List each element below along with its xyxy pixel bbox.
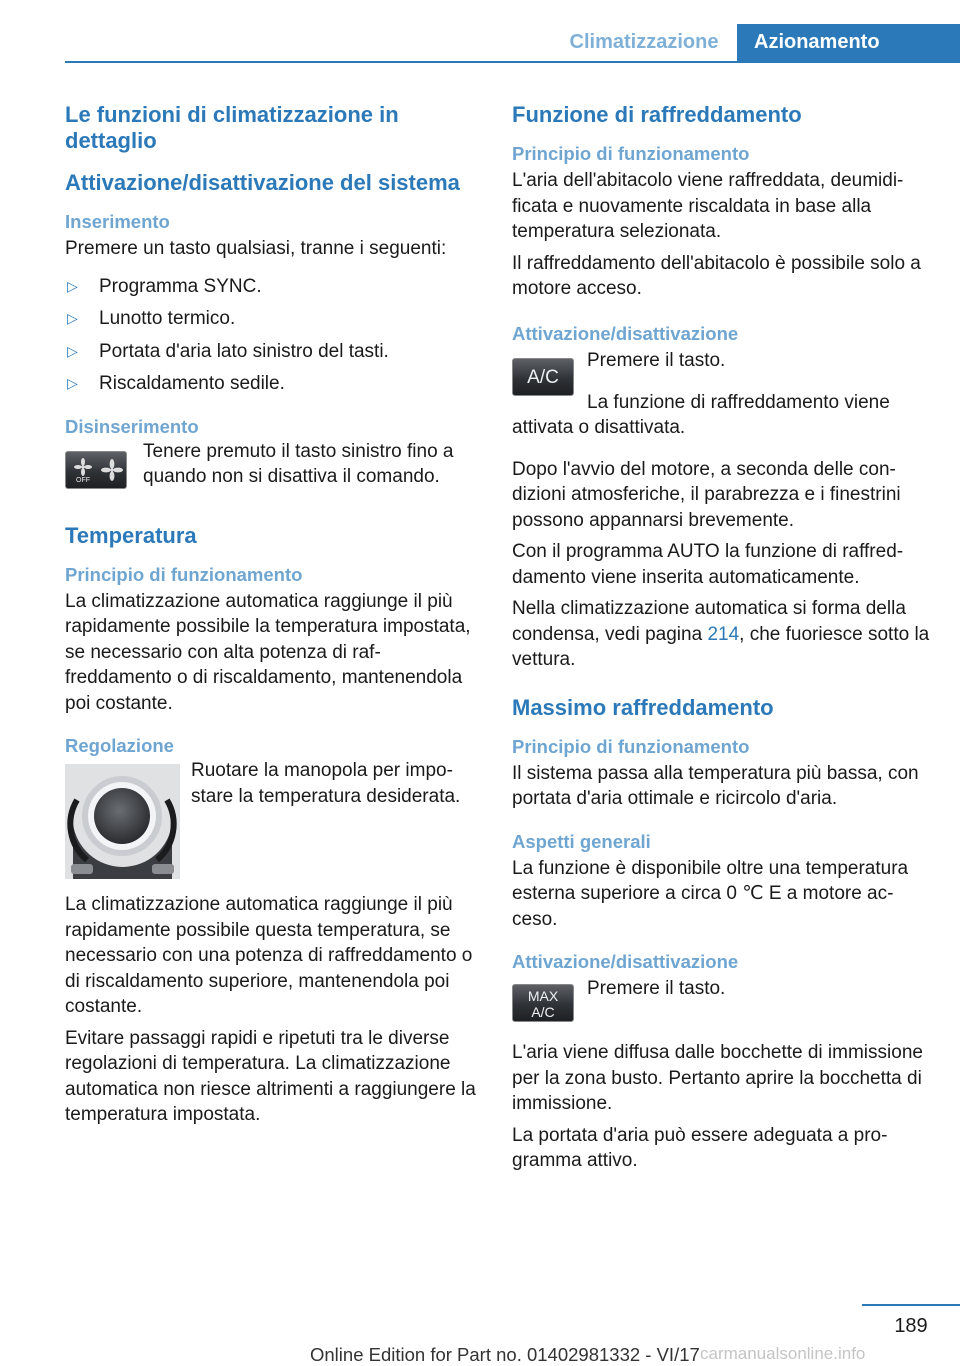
heading-attivazione-max: Attivazione/disattivazione — [512, 951, 739, 972]
fan-off-button-image — [65, 451, 127, 489]
bullet-triangle-icon: ▷ — [67, 277, 78, 294]
paragraph-max-3: L'aria viene diffusa dalle bocchette di immissione per la zona busto. Pertanto aprire la bocchetta di immissione. — [512, 1042, 923, 1114]
list-item: ▷ Riscaldamento sedile. — [65, 371, 477, 397]
paragraph-cooling-4: Con il programma AUTO la funzione di raffreddamento viene inserita automaticamente. — [512, 541, 904, 588]
section-title-max-cooling: Massimo raffreddamento — [512, 694, 774, 720]
right-column — [512, 102, 930, 1180]
paragraph-press-max: Premere il tasto. — [587, 978, 726, 999]
heading-inserimento: Inserimento — [65, 211, 170, 232]
max-ac-button-image: MAX A/C — [512, 984, 574, 1022]
off-button-row — [65, 440, 477, 501]
paragraph-cooling-5: Nella climatizzazione automatica si forma della condensa, vedi pagina 214, che fuoriesce sotto la vettura. — [512, 598, 930, 670]
heading-principio: Principio di funzionamento — [65, 563, 303, 585]
paragraph-principio: La climatizzazione automatica raggiunge il più rapidamente possibile la temperatura impostata, se necessario con alta potenza di raffreddamento o di riscaldamento, mantenendola poi costante. — [65, 590, 471, 714]
paragraph-inserimento: Premere un tasto qualsiasi, tranne i seguenti: — [65, 238, 447, 259]
bullet-triangle-icon: ▷ — [67, 310, 78, 326]
heading-disinserimento: Disinserimento — [65, 415, 199, 437]
max-ac-button-row — [512, 978, 930, 1036]
paragraph-regolazione: Ruotare la manopola per impostare la temperatura desiderata. — [191, 760, 461, 807]
header-rule — [65, 61, 960, 63]
fan-off-icon — [66, 452, 126, 488]
heading-attivazione: Attivazione/disattivazione — [512, 322, 739, 344]
ac-button-row — [512, 350, 930, 412]
ac-button-image: A/C — [512, 358, 574, 396]
exceptions-list — [65, 274, 477, 397]
list-item: ▷ Programma SYNC. — [65, 274, 477, 300]
paragraph-max-2: La funzione è disponibile oltre una temperatura esterna superiore a circa 0 ℃ E a motore acceso. — [512, 857, 909, 930]
section-title-climate-functions: Le funzioni di climatizzazione in dettaglio — [65, 102, 399, 153]
list-item: ▷ Portata d'aria lato sinistro del tasti. — [65, 339, 477, 365]
list-item: ▷ Lunotto termico. — [65, 306, 477, 332]
paragraph-regolazione-2: La climatizzazione automatica raggiunge il più rapidamente possibile questa temperatura, se necessario con una potenza di raffreddamento o di riscaldamento superiore, mantenendola poi costante. — [65, 894, 473, 1017]
paragraph-cooling-1: L'aria dell'abitacolo viene raffreddata, deumidificata e nuovamente riscaldata in base alla temperatura selezionata. — [512, 170, 904, 242]
heading-principio-cooling: Principio di funzionamento — [512, 143, 750, 164]
tab-climatizzazione[interactable]: Climatizzazione — [569, 31, 719, 53]
knob-row — [65, 760, 477, 892]
section-title-cooling: Funzione di raffreddamento — [512, 102, 802, 127]
svg-text:OFF: OFF — [76, 476, 90, 484]
tab-azionamento[interactable]: Azionamento — [737, 24, 960, 61]
page-link-214[interactable]: 214 — [707, 623, 740, 645]
paragraph-ac-toggle: La funzione di raffreddamento viene attivata o disattivata. — [512, 391, 890, 438]
footer-rule — [862, 1304, 960, 1306]
paragraph-cooling-3: Dopo l'avvio del motore, a seconda delle condizioni atmosferiche, il parabrezza e i finestrini possono appannarsi brevemente. — [512, 458, 901, 531]
subsection-system-on-off: Attivazione/disattivazione del sistema — [65, 170, 460, 195]
watermark: carmanualsonline.info — [700, 1344, 866, 1363]
paragraph-regolazione-3: Evitare passaggi rapidi e ripetuti tra le diverse regolazioni di temperatura. La climatizzazione automatica non riesce altrimenti a raggiungere la temperatura impostata. — [65, 1027, 476, 1125]
subsection-temperatura: Temperatura — [65, 522, 197, 548]
paragraph-max-1: Il sistema passa alla temperatura più bassa, con portata d'aria ottimale e ricircolo d'aria. — [512, 762, 919, 809]
bullet-triangle-icon: ▷ — [67, 342, 78, 359]
heading-aspetti-generali: Aspetti generali — [512, 830, 651, 852]
paragraph-max-4: La portata d'aria può essere adeguata a programma attivo. — [512, 1124, 888, 1171]
paragraph-press: Premere il tasto. — [587, 349, 726, 371]
rotary-knob-icon — [65, 764, 180, 879]
paragraph-cooling-2: Il raffreddamento dell'abitacolo è possibile solo a motore acceso. — [512, 252, 921, 299]
bullet-triangle-icon: ▷ — [67, 375, 78, 391]
heading-principio-max: Principio di funzionamento — [512, 735, 750, 757]
heading-regolazione: Regolazione — [65, 735, 174, 756]
page-number: 189 — [894, 1315, 928, 1337]
temperature-knob-image — [65, 764, 180, 879]
edition-note: Online Edition for Part no. 01402981332 - VI/17 — [310, 1344, 700, 1365]
paragraph-disinserimento: Tenere premuto il tasto sinistro fino a quando non si disattiva il comando. — [143, 440, 454, 487]
left-column — [65, 102, 477, 1134]
